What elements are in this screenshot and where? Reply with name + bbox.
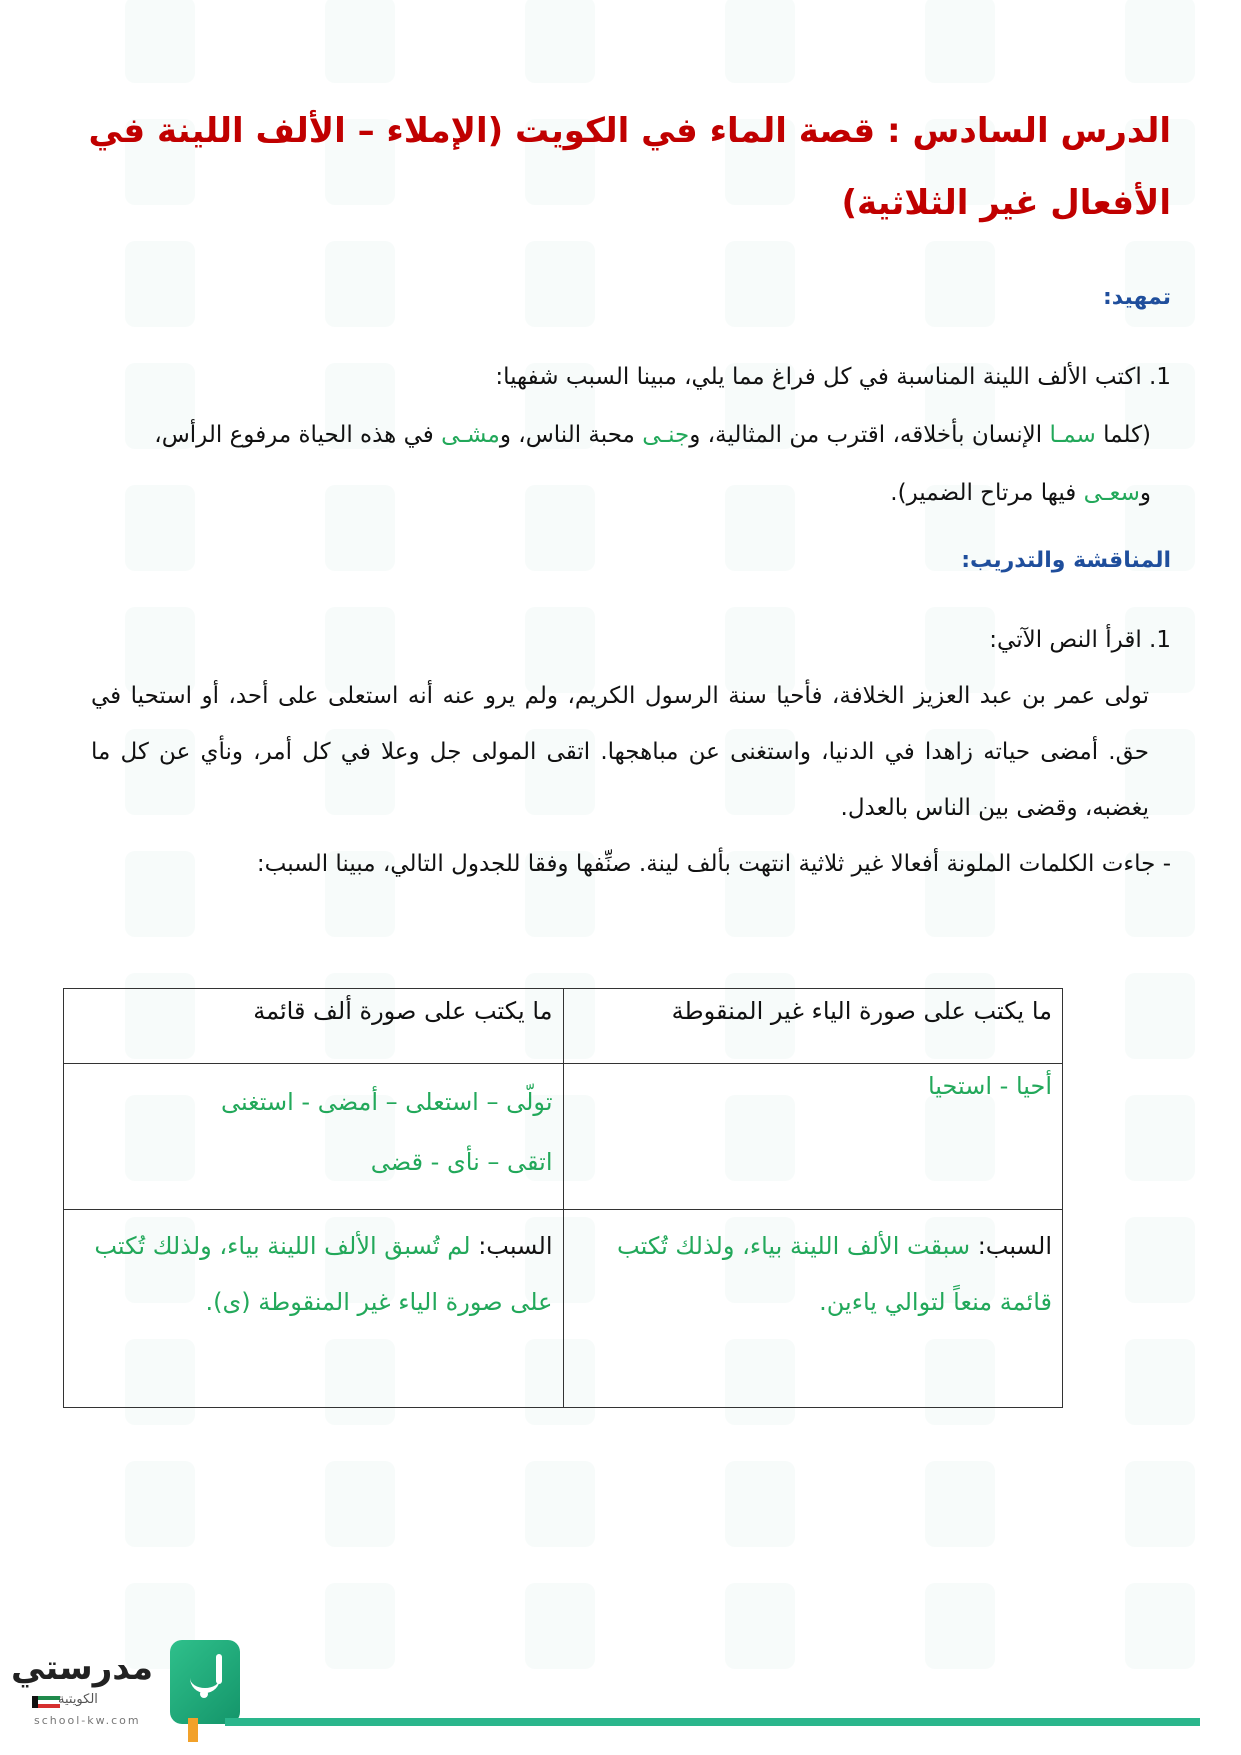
highlight-word: سمـا bbox=[1049, 422, 1096, 448]
highlight-word: جنـى bbox=[642, 422, 690, 448]
table-header: ما يكتب على صورة ألف قائمة bbox=[64, 989, 564, 1064]
reason-text: لم تُسبق الألف اللينة بياء، ولذلك تُكتب على صورة الياء غير المنقوطة (ى). bbox=[94, 1231, 553, 1316]
book-icon bbox=[170, 1640, 240, 1724]
passage-text: تولى عمر بن عبد العزيز الخلافة، فأحيا سنة الرسول الكريم، ولم يرو عنه أنه استعلى على أحد، أو استحيا في حق. أمضى حياته زاهدا في الدنيا، واستغنى عن مباهجها. اتقى المولى جل وعلا في كل أمر، ونأي عن كل ما يغضبه، وقضى بين الناس بالعدل. bbox=[91, 683, 1149, 821]
logo-country: الكويتية bbox=[58, 1692, 98, 1707]
intro-text-part: في هذه الحياة مرفوع الرأس، و bbox=[154, 422, 1151, 506]
page-title: الدرس السادس : قصة الماء في الكويت (الإملاء – الألف اللينة في الأفعال غير الثلاثية) bbox=[88, 111, 1171, 223]
intro-section bbox=[91, 348, 1171, 522]
intro-text bbox=[91, 406, 1171, 522]
logo-dot-shape bbox=[200, 1690, 208, 1698]
reason-label: السبب: bbox=[970, 1231, 1052, 1260]
footer-divider bbox=[225, 1718, 1200, 1726]
brand-logo bbox=[11, 1640, 228, 1740]
intro-text-part: (كلما bbox=[1095, 422, 1151, 448]
intro-text-part: الإنسان بأخلاقه، اقترب من المثالية، و bbox=[689, 422, 1050, 448]
table-cell bbox=[64, 1209, 564, 1408]
highlight-word: سعـى bbox=[1083, 480, 1140, 506]
logo-name: مدرستي bbox=[11, 1648, 153, 1688]
intro-heading: تمهيد: bbox=[1102, 285, 1171, 310]
logo-url: school-kw.com bbox=[34, 1714, 141, 1727]
kuwait-flag-icon bbox=[32, 1696, 60, 1708]
table-row bbox=[64, 1063, 1063, 1209]
classification-table bbox=[63, 988, 1063, 1408]
intro-text-part: محبة الناس، و bbox=[499, 422, 643, 448]
table-cell bbox=[563, 1209, 1063, 1408]
table-cell: أحيا - استحيا bbox=[563, 1063, 1063, 1209]
table-row bbox=[64, 1209, 1063, 1408]
task-text: - جاءت الكلمات الملونة أفعالا غير ثلاثية انتهت بألف لينة. صنِّفها وفقا للجدول التالي، مبينا السبب: bbox=[256, 851, 1171, 877]
intro-question: 1. اكتب الألف اللينة المناسبة في كل فراغ مما يلي، مبينا السبب شفهيا: bbox=[495, 364, 1171, 390]
intro-text-part: فيها مرتاح الضمير). bbox=[890, 480, 1084, 506]
table-cell: تولّى – استعلى – أمضى - استغنى اتقى – نأى - قضى bbox=[64, 1063, 564, 1209]
table-header-row bbox=[64, 989, 1063, 1064]
reason-label: السبب: bbox=[470, 1231, 553, 1260]
logo-bar-shape bbox=[216, 1654, 222, 1684]
highlight-word: مشـى bbox=[441, 422, 500, 448]
bookmark-shape bbox=[188, 1718, 198, 1742]
discussion-heading: المناقشة والتدريب: bbox=[961, 548, 1171, 573]
discussion-question: 1. اقرأ النص الآتي: bbox=[989, 627, 1171, 653]
table-header: ما يكتب على صورة الياء غير المنقوطة bbox=[563, 989, 1063, 1064]
discussion-section bbox=[91, 612, 1171, 892]
reason-text: سبقت الألف اللينة بياء، ولذلك تُكتب قائمة منعاً لتوالي ياءين. bbox=[617, 1231, 1052, 1316]
